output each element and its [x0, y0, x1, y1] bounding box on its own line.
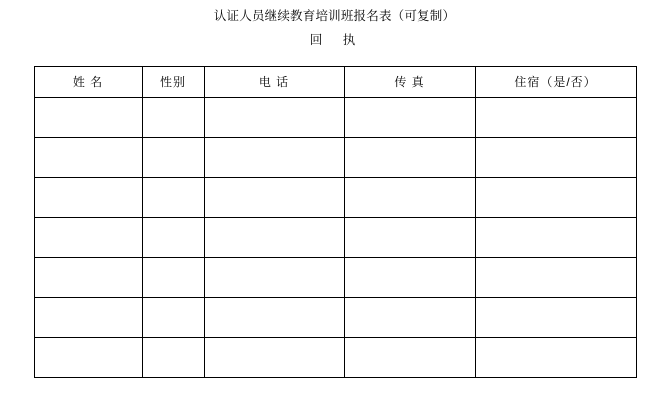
cell-name[interactable]	[34, 217, 142, 257]
cell-gender[interactable]	[142, 257, 204, 297]
table-row	[34, 97, 636, 137]
table-row	[34, 137, 636, 177]
cell-lodging[interactable]	[475, 97, 636, 137]
cell-phone[interactable]	[204, 137, 344, 177]
cell-fax[interactable]	[344, 217, 475, 257]
cell-lodging[interactable]	[475, 297, 636, 337]
table-row	[34, 177, 636, 217]
cell-gender[interactable]	[142, 217, 204, 257]
page-title: 认证人员继续教育培训班报名表（可复制）	[213, 9, 456, 23]
cell-gender[interactable]	[142, 297, 204, 337]
column-header-phone: 电 话	[204, 66, 344, 97]
registration-table-container	[34, 66, 636, 378]
column-header-lodging: 住宿（是/否）	[475, 66, 636, 97]
cell-fax[interactable]	[344, 97, 475, 137]
cell-gender[interactable]	[142, 97, 204, 137]
table-row	[34, 337, 636, 377]
table-row	[34, 217, 636, 257]
cell-phone[interactable]	[204, 257, 344, 297]
cell-gender[interactable]	[142, 337, 204, 377]
cell-name[interactable]	[34, 297, 142, 337]
cell-fax[interactable]	[344, 257, 475, 297]
column-header-fax: 传 真	[344, 66, 475, 97]
cell-lodging[interactable]	[475, 337, 636, 377]
cell-lodging[interactable]	[475, 177, 636, 217]
cell-fax[interactable]	[344, 297, 475, 337]
table-row	[34, 257, 636, 297]
cell-phone[interactable]	[204, 97, 344, 137]
cell-fax[interactable]	[344, 177, 475, 217]
cell-gender[interactable]	[142, 137, 204, 177]
cell-lodging[interactable]	[475, 257, 636, 297]
document-page	[0, 10, 669, 413]
cell-phone[interactable]	[204, 297, 344, 337]
table-header-row	[34, 66, 636, 97]
column-header-gender: 性别	[142, 66, 204, 97]
cell-phone[interactable]	[204, 177, 344, 217]
table-row	[34, 297, 636, 337]
table-header	[34, 66, 636, 97]
cell-gender[interactable]	[142, 177, 204, 217]
cell-name[interactable]	[34, 97, 142, 137]
cell-fax[interactable]	[344, 337, 475, 377]
cell-name[interactable]	[34, 257, 142, 297]
cell-name[interactable]	[34, 177, 142, 217]
cell-name[interactable]	[34, 137, 142, 177]
table-body	[34, 97, 636, 377]
cell-name[interactable]	[34, 337, 142, 377]
cell-fax[interactable]	[344, 137, 475, 177]
column-header-name: 姓 名	[34, 66, 142, 97]
cell-lodging[interactable]	[475, 217, 636, 257]
registration-table	[34, 66, 637, 378]
cell-phone[interactable]	[204, 217, 344, 257]
cell-phone[interactable]	[204, 337, 344, 377]
page-subtitle: 回 执	[309, 32, 360, 47]
cell-lodging[interactable]	[475, 137, 636, 177]
